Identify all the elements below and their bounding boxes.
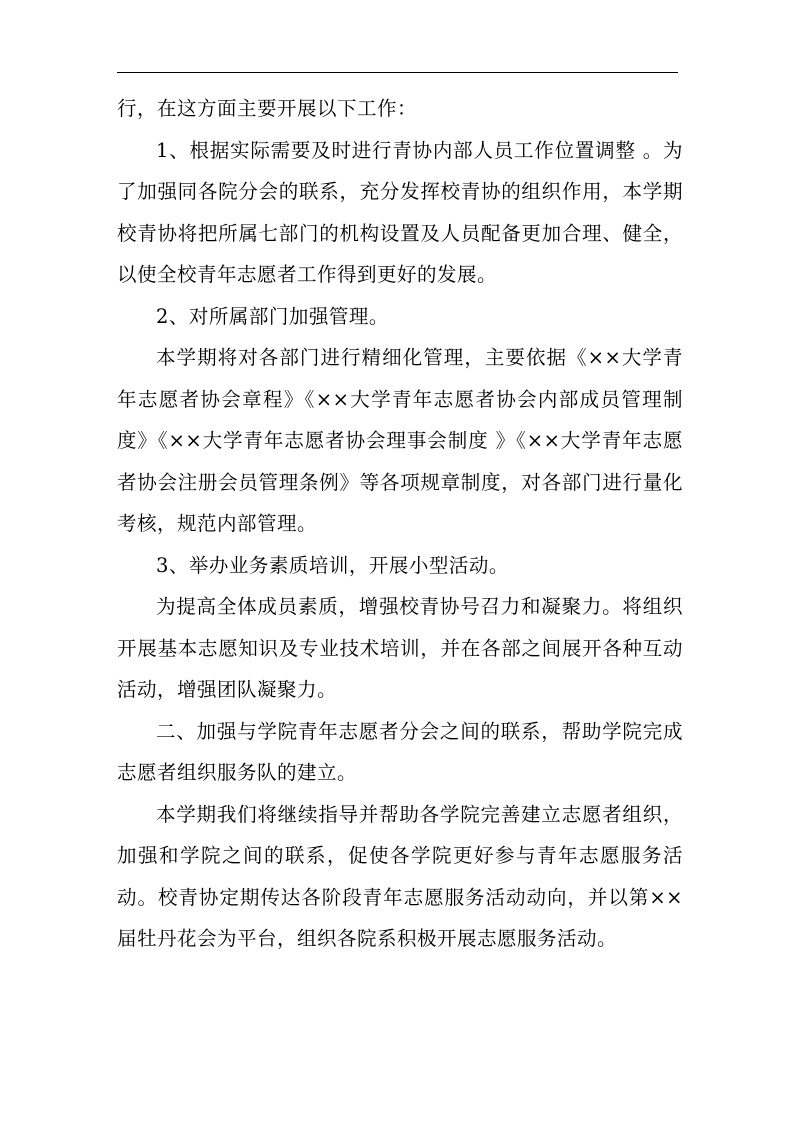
header-rule	[117, 72, 678, 73]
paragraph-management: 本学期将对各部门进行精细化管理，主要依据《××大学青年志愿者协会章程》《××大学青年志愿者协会内部成员管理制度》《××大学青年志愿者协会理事会制度 》《××大学青年志愿者协会注册会员管理条例》等各项规章制度，对各部门进行量化考核，规范内部管理。	[117, 346, 683, 535]
paragraph-training: 为提高全体成员素质，增强校青协号召力和凝聚力。将组织开展基本志愿知识及专业技术培训，并在各部之间展开各种互动活动，增强团队凝聚力。	[117, 595, 683, 701]
paragraph-item-1: 1、根据实际需要及时进行青协内部人员工作位置调整 。为了加强同各院分会的联系，充分发挥校青协的组织作用，本学期校青协将把所属七部门的机构设置及人员配备更加合理、健全，以使全校青年志愿者工作得到更好的发展。	[117, 138, 683, 286]
paragraph-item-3: 3、举办业务素质培训，开展小型活动。	[156, 553, 509, 577]
paragraph-continuation: 行，在这方面主要开展以下工作：	[117, 97, 418, 120]
paragraph-guidance: 本学期我们将继续指导并帮助各学院完善建立志愿者组织，加强和学院之间的联系，促使各学院更好参与青年志愿服务活动。校青协定期传达各阶段青年志愿服务活动动向，并以第××届牡丹花会为平台，组织各院系积极开展志愿服务活动。	[117, 802, 683, 950]
document-body	[117, 88, 683, 960]
paragraph-item-2: 2、对所属部门加强管理。	[156, 304, 389, 328]
paragraph-section-2: 二、加强与学院青年志愿者分会之间的联系，帮助学院完成志愿者组织服务队的建立。	[117, 719, 683, 784]
